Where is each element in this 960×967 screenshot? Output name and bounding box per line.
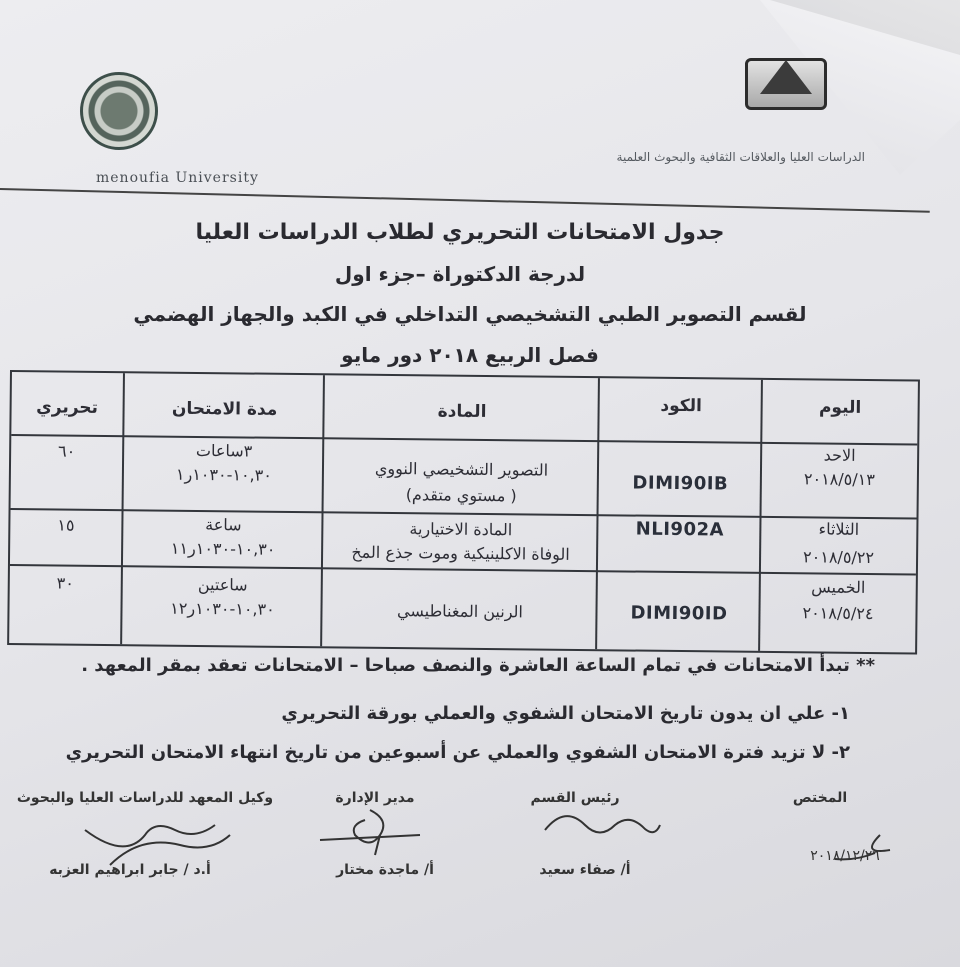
row1-date: ٢٠١٨/٥/١٣ [803,469,875,490]
header-written: تحريري [36,397,99,418]
row1-subject: التصوير التشخيصي النووي [374,458,549,480]
header-duration: مدة الامتحان [171,398,278,420]
degree-title: لدرجة الدكتوراة –جزء اول [334,262,586,286]
sig-title-specialist: المختص [792,790,848,806]
university-logo [80,72,158,150]
row2-code: NLI902A [635,518,725,541]
row3-date: ٢٠١٨/٥/٢٤ [802,603,874,624]
row2-subject-detail: الوفاة الاكلينيكية وموت جذع المخ [351,542,570,564]
note-exam-time: ** تبدأ الامتحانات في تمام الساعة العاشرة والنصف صباحا – الامتحانات تعقد بمقر المعهد . [81,655,875,676]
row2-written-score: ١٥ [57,515,75,535]
row1-code: DIMI90IB [632,472,729,495]
manager-signature [310,800,430,860]
note-oral-date: ١- علي ان يدون تاريخ الامتحان الشفوي والعملي بورقة التحريري [281,703,850,724]
institute-logo-mark [760,60,812,94]
sig-title-vice-dean: وكيل المعهد للدراسات العليا والبحوث [16,790,274,806]
term-title: فصل الربيع ٢٠١٨ دور مايو [341,343,599,367]
row1-day: الاحد [823,445,856,465]
row2-date: ٢٠١٨/٥/٢٢ [803,547,875,568]
row3-subject: الرنين المغناطيسي [396,601,524,622]
row3-written-score: ٣٠ [56,573,74,593]
row2-time: ١٠,٣٠-١٠٣٠ر١١ [170,538,276,559]
vice-dean-name: أ.د / جابر ابراهيم العزبه [49,862,211,878]
row3-code: DIMI90ID [630,602,728,625]
row1-subject-level: ( مستوي متقدم) [405,485,517,506]
specialist-date: ٢٠١٨/١٢/٢٦ [810,848,880,864]
row1-time: ١٠,٣٠-١٠٣٠ر١ [175,464,272,485]
row2-day: الثلاثاء [818,519,860,539]
header-code: الكود [660,395,702,417]
university-name: menoufia University [96,170,259,186]
row1-written-score: ٦٠ [57,441,76,461]
header-day: اليوم [818,397,862,418]
row2-duration: ساعة [205,515,242,535]
manager-name: أ/ ماجدة مختار [336,862,434,878]
department-title: لقسم التصوير الطبي التشخيصي التداخلي في الكبد والجهاز الهضمي [133,302,807,326]
head-name: أ/ صفاء سعيد [539,862,631,878]
row3-time: ١٠,٣٠-١٠٣٠ر١٢ [170,598,275,619]
head-signature [535,805,665,855]
department-name: الدراسات العليا والعلاقات الثقافية والبحوث العلمية [616,150,865,164]
sig-title-head: رئيس القسم [530,790,620,806]
row3-day: الخميس [811,577,866,597]
header-subject: المادة [437,401,487,422]
note-oral-period: ٢- لا تزيد فترة الامتحان الشفوي والعملي عن أسبوعين من تاريخ انتهاء الامتحان التحريري [65,742,850,763]
row2-subject: المادة الاختيارية [409,519,513,540]
row1-duration: ٣ساعات [195,440,253,461]
row3-duration: ساعتين [197,574,248,595]
schedule-title: جدول الامتحانات التحريري لطلاب الدراسات العليا [195,220,725,245]
sig-title-manager: مدير الإدارة [335,790,415,806]
exam-schedule-table [7,370,920,655]
